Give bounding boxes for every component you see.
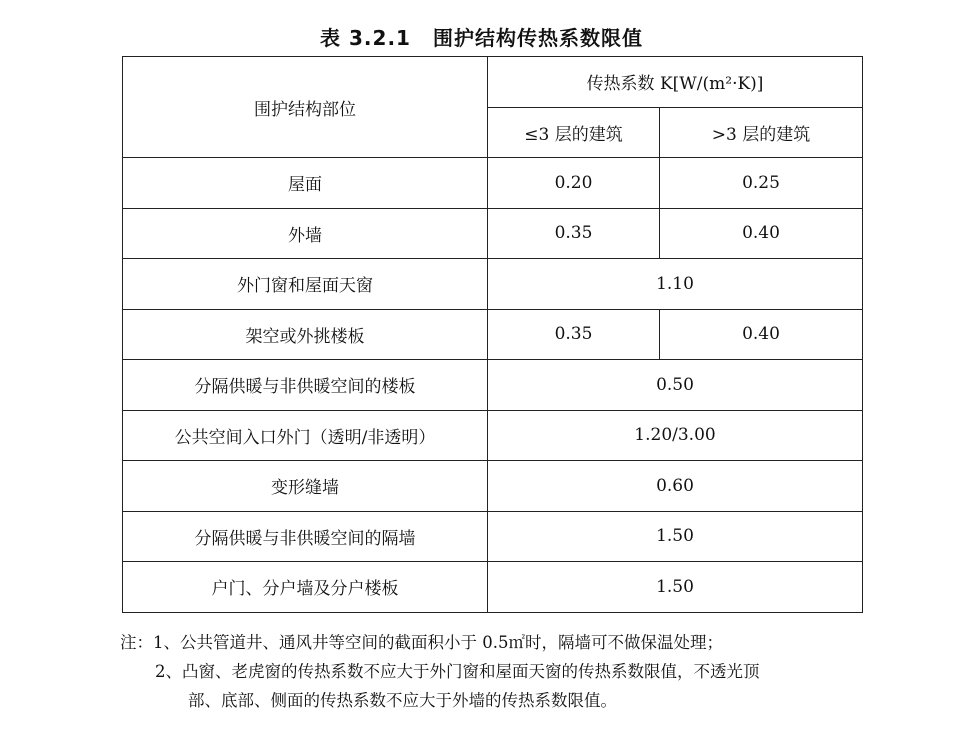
row-part: 变形缝墙 [123,461,488,512]
header-coefficient: 传热系数 K[W/(m²·K)] [488,57,863,108]
table-row [123,360,863,411]
row-value: 1.10 [488,259,863,310]
row-part: 户门、分户墙及分户楼板 [123,562,488,613]
table-caption: 围护结构传热系数限值 [432,26,643,50]
row-part: 分隔供暖与非供暖空间的隔墙 [123,511,488,562]
subheader-high-rise: >3 层的建筑 [660,107,863,158]
row-part: 屋面 [123,158,488,209]
table-row [123,208,863,259]
note-line-3: 部、底部、侧面的传热系数不应大于外墙的传热系数限值。 [188,691,617,710]
row-low-value: 0.35 [488,309,660,360]
note-line-2: 2、凸窗、老虎窗的传热系数不应大于外门窗和屋面天窗的传热系数限值，不透光顶 [155,662,760,681]
table-row [123,410,863,461]
table-row [123,562,863,613]
row-part: 分隔供暖与非供暖空间的楼板 [123,360,488,411]
row-value: 0.60 [488,461,863,512]
table-notes [120,628,880,715]
note-line-1: 注：1、公共管道井、通风井等空间的截面积小于 0.5㎡时，隔墙可不做保温处理； [120,633,723,652]
table-row [123,158,863,209]
row-part: 外墙 [123,208,488,259]
row-value: 1.50 [488,562,863,613]
row-value: 1.20/3.00 [488,410,863,461]
table-row [123,309,863,360]
table-row [123,511,863,562]
row-part: 公共空间入口外门（透明/非透明） [123,410,488,461]
subheader-low-rise: ≤3 层的建筑 [488,107,660,158]
row-part: 外门窗和屋面天窗 [123,259,488,310]
table-row [123,259,863,310]
row-value: 1.50 [488,511,863,562]
row-low-value: 0.20 [488,158,660,209]
header-row [123,57,863,108]
row-high-value: 0.40 [660,208,863,259]
row-low-value: 0.35 [488,208,660,259]
table-title [0,22,963,51]
row-high-value: 0.25 [660,158,863,209]
row-value: 0.50 [488,360,863,411]
row-high-value: 0.40 [660,309,863,360]
table-number: 表 3.2.1 [320,26,411,50]
header-part: 围护结构部位 [123,57,488,158]
table-row [123,461,863,512]
row-part: 架空或外挑楼板 [123,309,488,360]
heat-transfer-table [122,56,863,613]
